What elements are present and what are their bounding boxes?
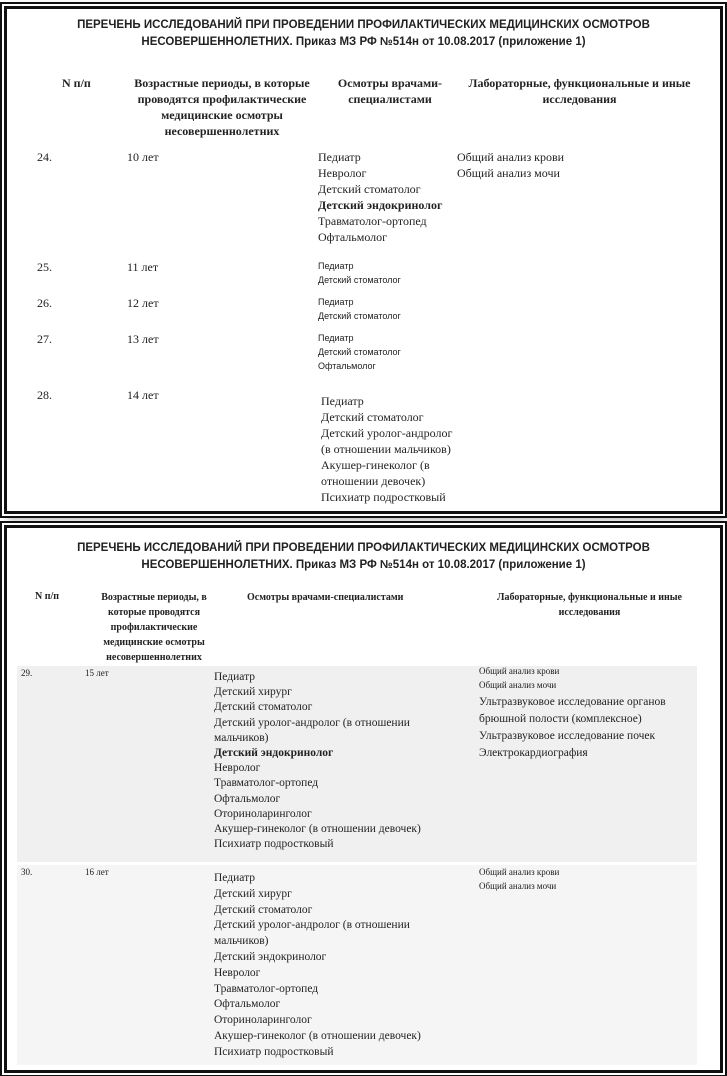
document-panel-2 (4, 525, 723, 1073)
doctor-item: Педиатр (214, 872, 255, 884)
doctor-item: Детский стоматолог (321, 410, 424, 424)
row-30-labs-basic (479, 865, 559, 893)
row-24-labs (457, 149, 564, 181)
doctor-item: Детский эндокринолог (318, 198, 443, 212)
row-26-age: 12 лет (127, 296, 159, 310)
header-labs (477, 590, 702, 620)
doctor-item: Травматолог-ортопед (214, 777, 319, 790)
doctor-item: мальчиков) (214, 731, 269, 744)
header-age-periods (79, 590, 229, 665)
header-age-line: которые проводятся (107, 607, 201, 618)
doctor-item: Детский стоматолог (318, 182, 421, 196)
doctor-item: Детский стоматолог (318, 347, 401, 357)
header-age-line: проводятся профилактические (137, 92, 307, 106)
header-doctors-line: специалистами (348, 92, 432, 106)
row-29-number: 29. (21, 668, 33, 678)
row-30-age: 16 лет (85, 867, 109, 877)
doctor-item: Офтальмолог (214, 998, 281, 1011)
title-line-1: ПЕРЕЧЕНЬ ИССЛЕДОВАНИЙ ПРИ ПРОВЕДЕНИИ ПРОФИЛАКТИЧЕСКИХ МЕДИЦИНСКИХ ОСМОТРОВ (77, 19, 650, 31)
doctor-item: Офтальмолог (214, 792, 281, 805)
doctor-item: Детский эндокринолог (214, 950, 327, 963)
row-26-doctors (318, 295, 401, 323)
doctor-item: Детский хирург (214, 887, 292, 900)
header-number: N п/п (35, 591, 60, 602)
doctor-item: Детский хирург (214, 686, 292, 699)
row-28-number: 28. (37, 388, 52, 402)
lab-item: Общий анализ мочи (479, 680, 557, 690)
header-labs-line: исследования (558, 607, 621, 618)
document-title (7, 540, 720, 574)
doctor-item: (в отношении мальчиков) (321, 442, 451, 456)
row-29-age: 15 лет (85, 668, 109, 678)
row-24-doctors (318, 149, 442, 245)
header-labs-line: Лабораторные, функциональные и иные (468, 76, 691, 90)
lab-item: Электрокардиография (479, 747, 588, 759)
doctor-item: Акушер-гинеколог (в отношении девочек) (214, 1029, 421, 1042)
doctor-item: Детский стоматолог (214, 701, 313, 714)
header-age-line: Возрастные периоды, в (101, 592, 207, 603)
doctor-item: Травматолог-ортопед (318, 214, 427, 228)
doctor-item: Оториноларинголог (214, 1014, 312, 1027)
row-24-age: 10 лет (127, 150, 159, 164)
row-25-doctors (318, 259, 401, 287)
title-line-2: НЕСОВЕРШЕННОЛЕТНИХ. Приказ МЗ РФ №514н от 10.08.2017 (приложение 1) (141, 36, 586, 48)
header-age-line: профилактические (110, 622, 198, 633)
row-27-age: 13 лет (127, 332, 159, 346)
title-line-1: ПЕРЕЧЕНЬ ИССЛЕДОВАНИЙ ПРИ ПРОВЕДЕНИИ ПРОФИЛАКТИЧЕСКИХ МЕДИЦИНСКИХ ОСМОТРОВ (77, 542, 650, 554)
doctor-item: Акушер-гинеколог (в отношении девочек) (214, 823, 421, 836)
header-age-line: несовершеннолетних (164, 124, 280, 138)
header-labs-line: Лабораторные, функциональные и иные (497, 592, 682, 603)
lab-item: брюшной полости (комплексное) (479, 713, 642, 725)
doctor-item: Педиатр (214, 671, 255, 683)
doctor-item: Педиатр (318, 261, 354, 271)
row-29-doctors (214, 670, 421, 852)
doctor-item: Детский уролог-андролог (321, 426, 453, 440)
row-29-labs-basic (479, 664, 559, 692)
header-age-line: медицинские осмотры (161, 108, 283, 122)
doctor-item: Детский стоматолог (214, 903, 313, 916)
doctor-item: Психиатр подростковый (321, 490, 446, 504)
doctor-item: Невролог (214, 762, 261, 775)
doctor-item: Педиатр (318, 333, 354, 343)
doctor-item: Педиатр (321, 394, 364, 408)
doctor-item: мальчиков) (214, 935, 269, 948)
header-age-line: медицинские осмотры (103, 637, 205, 648)
row-26-number: 26. (37, 296, 52, 310)
doctor-item: Педиатр (318, 297, 354, 307)
row-27-doctors (318, 331, 401, 373)
row-30-doctors (214, 871, 421, 1061)
header-age-periods (127, 75, 317, 139)
doctor-item: Психиатр подростковый (214, 1045, 334, 1058)
header-labs (462, 75, 697, 107)
doctor-item: Офтальмолог (318, 361, 376, 371)
row-25-number: 25. (37, 260, 52, 274)
doctor-item: отношении девочек) (321, 474, 426, 488)
doctor-item: Педиатр (318, 150, 361, 164)
doctor-item: Детский стоматолог (318, 275, 401, 285)
document-panel-1 (4, 6, 723, 514)
row-29-labs (479, 694, 666, 762)
title-line-2: НЕСОВЕРШЕННОЛЕТНИХ. Приказ МЗ РФ №514н от 10.08.2017 (приложение 1) (141, 559, 586, 571)
row-27-number: 27. (37, 332, 52, 346)
doctor-item: Детский эндокринолог (214, 747, 334, 760)
header-doctors-line: Осмотры врачами- (337, 76, 443, 90)
lab-item: Общий анализ крови (479, 666, 560, 676)
doctor-item: Психиатр подростковый (214, 838, 334, 851)
row-30-number: 30. (21, 867, 33, 877)
lab-item: Общий анализ мочи (479, 881, 557, 891)
header-age-line: несовершеннолетних (106, 652, 202, 663)
doctor-item: Оториноларинголог (214, 807, 312, 820)
doctor-item: Детский уролог-андролог (в отношении (214, 919, 410, 932)
lab-item: Общий анализ крови (479, 867, 560, 877)
lab-item: Общий анализ мочи (457, 166, 560, 180)
lab-item: Общий анализ крови (457, 150, 565, 164)
header-number: N п/п (62, 76, 91, 90)
header-doctors (325, 75, 455, 107)
header-labs-line: исследования (542, 92, 617, 106)
doctor-item: Детский стоматолог (318, 311, 401, 321)
row-28-age: 14 лет (127, 388, 159, 402)
doctor-item: Невролог (318, 166, 367, 180)
doctor-item: Детский уролог-андролог (в отношении (214, 716, 410, 729)
header-doctors: Осмотры врачами-специалистами (247, 592, 404, 603)
header-age-line: Возрастные периоды, в которые (134, 76, 310, 90)
doctor-item: Невролог (214, 966, 261, 979)
doctor-item: Травматолог-ортопед (214, 982, 319, 995)
row-25-age: 11 лет (127, 260, 159, 274)
row-28-doctors (321, 393, 452, 505)
doctor-item: Офтальмолог (318, 230, 388, 244)
document-title (7, 17, 720, 51)
doctor-item: Акушер-гинеколог (в (321, 458, 430, 472)
lab-item: Ультразвуковое исследование почек (479, 730, 656, 742)
lab-item: Ультразвуковое исследование органов (479, 696, 666, 708)
row-24-number: 24. (37, 150, 52, 164)
